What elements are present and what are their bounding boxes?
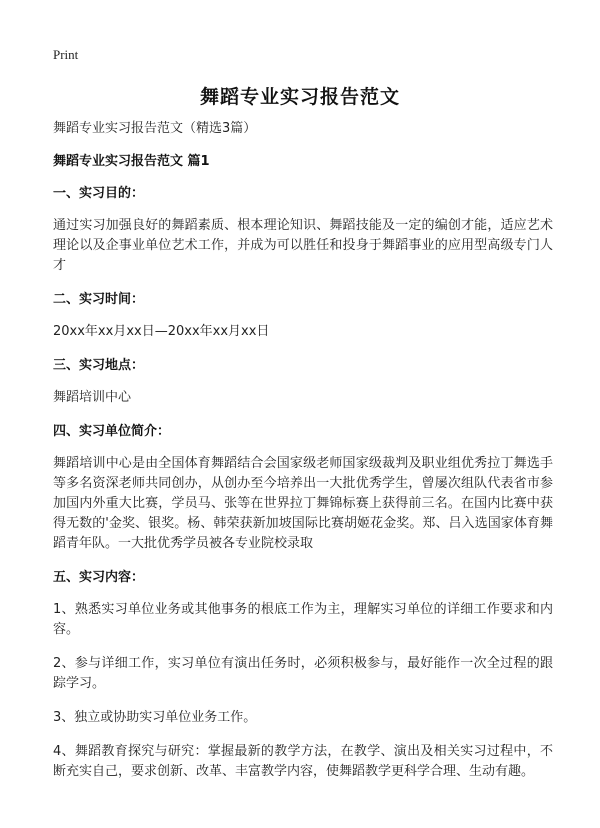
print-label: Print: [53, 47, 79, 62]
list-item: 3、独立或协助实习单位业务工作。: [53, 710, 257, 725]
section-paragraph: 通过实习加强良好的舞蹈素质、根本理论知识、舞蹈技能及一定的编创才能，适应艺术理论以及企事业单位艺术工作，并成为可以胜任和投身于舞蹈事业的应用型高级专门人才: [53, 218, 553, 273]
section-time: [53, 291, 553, 342]
section-paragraph: 舞蹈培训中心是由全国体育舞蹈结合会国家级老师国家级裁判及职业组优秀拉丁舞选手等多名资深老师共同创办，从创办至今培养出一大批优秀学生，曾屡次组队代表省市参加国内外重大比赛，学员马、张等在世界拉丁舞锦标赛上获得前三名。在国内比赛中获得无数的'金奖、银奖。杨、韩荣获新加坡国际比赛胡姬花金奖。郑、吕入选国家体育舞蹈青年队。一大批优秀学员被各专业院校录取: [53, 456, 553, 551]
section-unit-intro: [53, 423, 553, 554]
list-item: 4、舞蹈教育探究与研究：掌握最新的教学方法，在教学、演出及相关实习过程中，不断充实自己，要求创新、改革、丰富教学内容，使舞蹈教学更科学合理、生动有趣。: [53, 744, 553, 779]
section-heading: 四、实习单位简介：: [53, 424, 171, 439]
list-item: 1、熟悉实习单位业务或其他事务的根底工作为主，理解实习单位的详细工作要求和内容。: [53, 602, 553, 637]
section-purpose: [53, 185, 553, 276]
section-paragraph: 20xx年xx月xx日—20xx年xx月xx日: [53, 324, 270, 339]
article-heading: 舞蹈专业实习报告范文 篇1: [53, 154, 210, 169]
document-body: [53, 120, 553, 796]
section-heading: 三、实习地点：: [53, 358, 145, 373]
section-heading: 五、实习内容：: [53, 570, 145, 585]
section-location: [53, 357, 553, 408]
list-item: 2、参与详细工作，实习单位有演出任务时，必须积极参与，最好能作一次全过程的跟踪学习。: [53, 656, 553, 691]
section-content: [53, 569, 553, 782]
section-paragraph: 舞蹈培训中心: [53, 390, 132, 405]
page-title: 舞蹈专业实习报告范文: [199, 86, 400, 108]
section-heading: 一、实习目的：: [53, 186, 145, 201]
section-heading: 二、实习时间：: [53, 292, 145, 307]
document-subtitle: 舞蹈专业实习报告范文（精选3篇）: [53, 121, 257, 136]
